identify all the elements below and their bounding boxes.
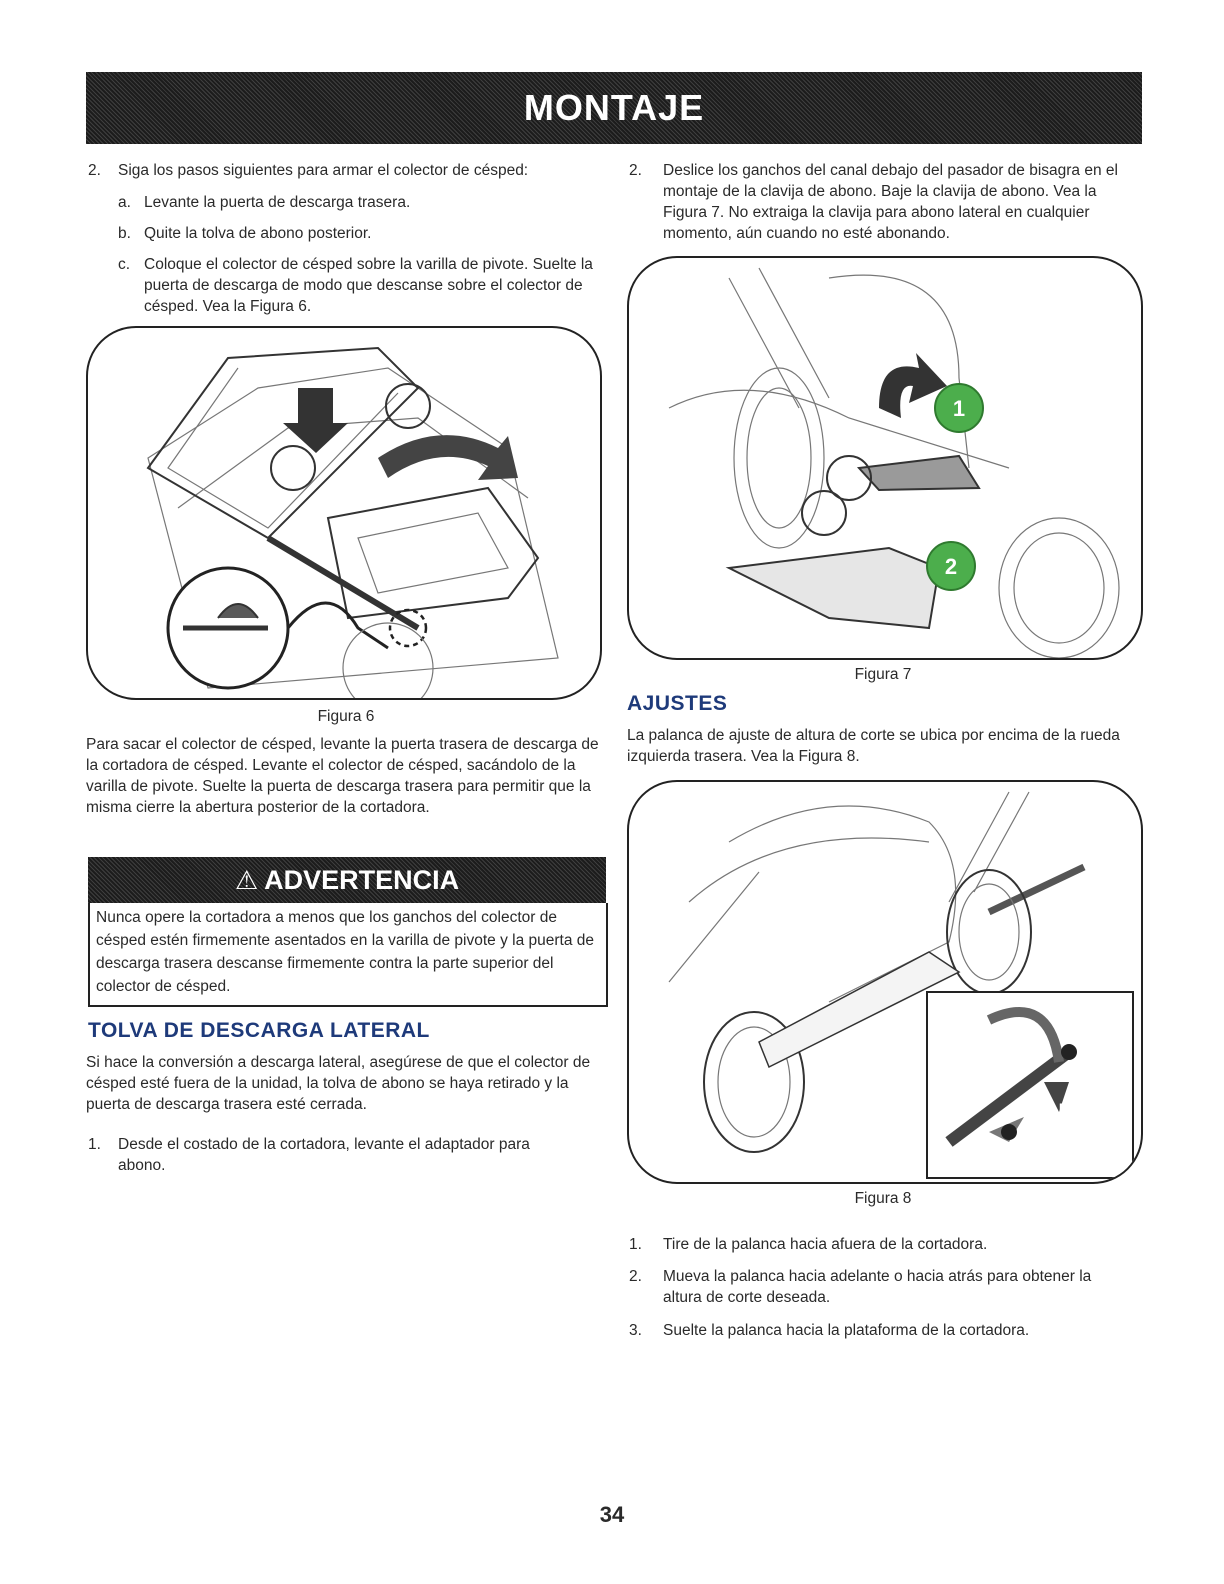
warning-text: Nunca opere la cortadora a menos que los ganchos del colector de césped estén firmemente asentados en la varilla de pivote y la puerta de descarga trasera descanse firmemente contra la parte superior del colector de césped. — [88, 903, 608, 1007]
warning-header — [88, 857, 606, 903]
page-number: 34 — [599, 1502, 625, 1527]
adjust-step-1: 1. Tire de la palanca hacia afuera de la cortadora. — [629, 1236, 988, 1253]
banner-title: MONTAJE — [523, 87, 705, 128]
callout-2: 2 — [944, 554, 958, 579]
substep-c: c. Coloque el colector de césped sobre la varilla de pivote. Suelte la puerta de descarga de modo que descanse sobre el colector de césped. Vea la Figura 6. — [118, 256, 593, 315]
side-discharge-heading: TOLVA DE DESCARGA LATERAL — [88, 1019, 430, 1042]
substep-b: b. Quite la tolva de abono posterior. — [118, 225, 372, 242]
warning-triangle-icon: ⚠ — [234, 864, 259, 895]
figure-8-caption: Figura 8 — [854, 1190, 912, 1207]
adjust-heading: AJUSTES — [627, 692, 728, 715]
section-banner — [86, 72, 1142, 144]
warning-title: ADVERTENCIA — [264, 864, 460, 895]
figure-6-illustration — [86, 326, 602, 700]
callout-1: 1 — [952, 396, 966, 421]
figure-8-illustration — [627, 780, 1143, 1184]
remove-bag-paragraph: Para sacar el colector de césped, levante la puerta trasera de descarga de la cortadora de césped. Levante el colector de césped, sacándolo de la varilla de pivote. Suelte la puerta de descarga trasera para permitir que la misma cierre la abertura posterior de la cortadora. — [86, 736, 599, 816]
adjust-paragraph: La palanca de ajuste de altura de corte se ubica por encima de la rueda izquierda trasera. Vea la Figura 8. — [627, 727, 1120, 765]
figure-6-caption: Figura 6 — [317, 708, 375, 725]
substep-a: a. Levante la puerta de descarga trasera. — [118, 194, 411, 211]
callout-b: B — [1059, 1101, 1068, 1115]
adjust-step-3: 3. Suelte la palanca hacia la plataforma de la cortadora. — [629, 1322, 1030, 1339]
left-step-2: 2. Siga los pasos siguientes para armar el colector de césped: — [86, 160, 606, 181]
left-step-2-text: Siga los pasos siguientes para armar el colector de césped: — [118, 162, 529, 179]
side-discharge-paragraph: Si hace la conversión a descarga lateral, asegúrese de que el colector de césped esté fuera de la unidad, la tolva de abono se haya retirado y la puerta de descarga trasera esté cerrada. — [86, 1054, 591, 1113]
figure-7-caption: Figura 7 — [854, 666, 912, 683]
figure-7-illustration — [627, 256, 1143, 660]
side-discharge-step-1: 1. Desde el costado de la cortadora, levante el adaptador para abono. — [88, 1136, 530, 1174]
adjust-step-2: 2. Mueva la palanca hacia adelante o hacia atrás para obtener la altura de corte deseada. — [629, 1268, 1092, 1306]
right-step-2: 2. Deslice los ganchos del canal debajo del pasador de bisagra en el montaje de la clavija de abono. Baje la clavija de abono. Vea la Figura 7. No extraiga la clavija para abono lateral en cualquier momento, aún cuando no esté abonando. — [629, 162, 1118, 242]
